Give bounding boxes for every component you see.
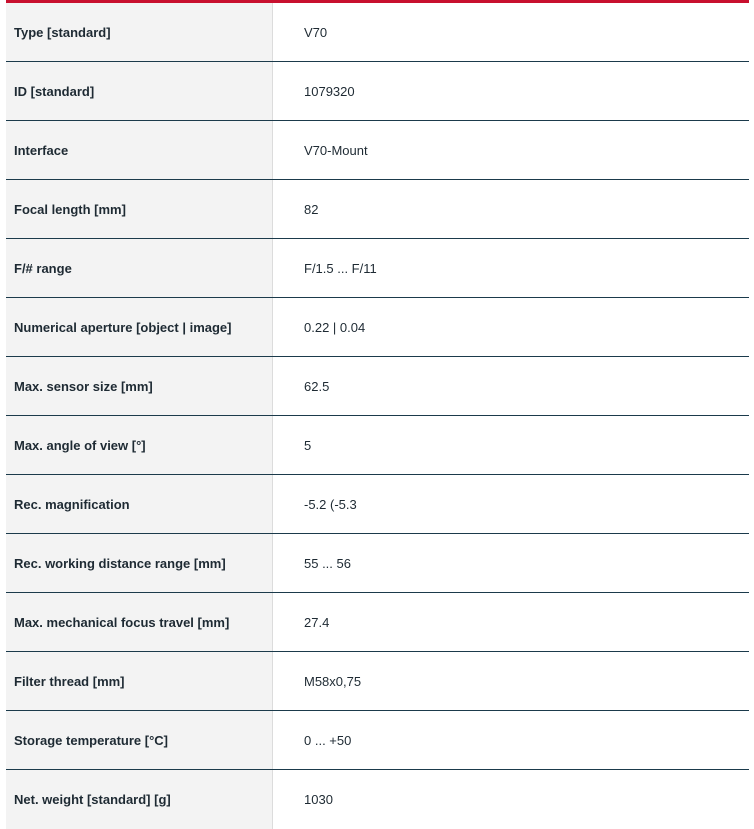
spec-row [6, 239, 749, 298]
spec-row [6, 593, 749, 652]
spec-label: Net. weight [standard] [g] [6, 770, 273, 829]
spec-label: Max. angle of view [°] [6, 416, 273, 474]
spec-value: 5 [273, 416, 749, 474]
spec-value: 0.22 | 0.04 [273, 298, 749, 356]
spec-label: Max. mechanical focus travel [mm] [6, 593, 273, 651]
spec-value: 1079320 [273, 62, 749, 120]
spec-label: Rec. magnification [6, 475, 273, 533]
spec-value: F/1.5 ... F/11 [273, 239, 749, 297]
spec-label: ID [standard] [6, 62, 273, 120]
spec-value: V70-Mount [273, 121, 749, 179]
spec-label: Filter thread [mm] [6, 652, 273, 710]
spec-label: Rec. working distance range [mm] [6, 534, 273, 592]
spec-value: 82 [273, 180, 749, 238]
spec-row [6, 3, 749, 62]
spec-table [6, 0, 749, 828]
spec-row [6, 652, 749, 711]
spec-value: -5.2 (-5.3 [273, 475, 749, 533]
spec-label: Type [standard] [6, 3, 273, 61]
spec-value: 0 ... +50 [273, 711, 749, 769]
spec-row [6, 711, 749, 770]
spec-row [6, 180, 749, 239]
spec-row [6, 770, 749, 829]
spec-label: Numerical aperture [object | image] [6, 298, 273, 356]
spec-row [6, 298, 749, 357]
spec-row [6, 416, 749, 475]
spec-value: 27.4 [273, 593, 749, 651]
spec-row [6, 534, 749, 593]
spec-label: Interface [6, 121, 273, 179]
spec-row [6, 475, 749, 534]
spec-row [6, 121, 749, 180]
spec-label: Max. sensor size [mm] [6, 357, 273, 415]
spec-value: V70 [273, 3, 749, 61]
spec-label: Storage temperature [°C] [6, 711, 273, 769]
spec-value: 1030 [273, 770, 749, 829]
spec-row [6, 357, 749, 416]
spec-label: Focal length [mm] [6, 180, 273, 238]
spec-row [6, 62, 749, 121]
spec-value: M58x0,75 [273, 652, 749, 710]
spec-value: 62.5 [273, 357, 749, 415]
spec-label: F/# range [6, 239, 273, 297]
spec-value: 55 ... 56 [273, 534, 749, 592]
